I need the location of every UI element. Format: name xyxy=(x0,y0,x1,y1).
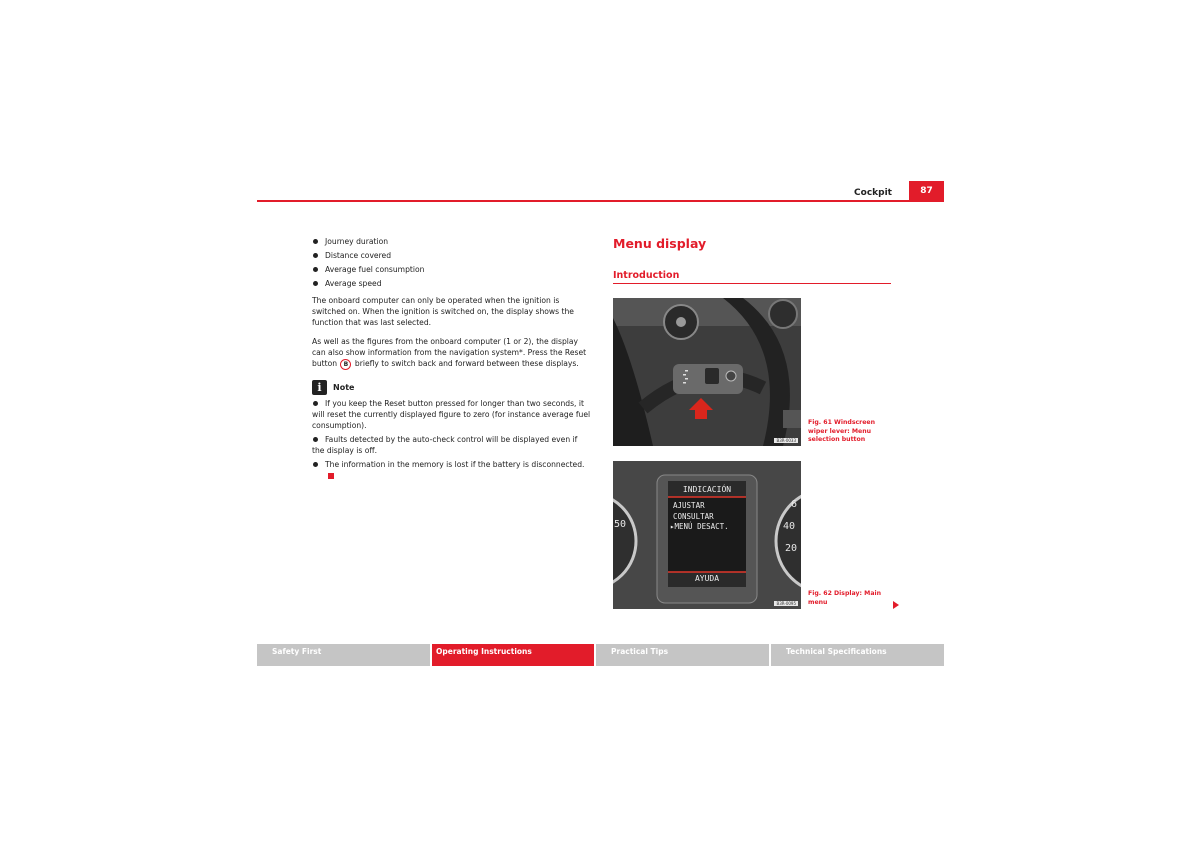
footer-tabs xyxy=(257,644,944,666)
page-number: 87 xyxy=(909,181,944,201)
section-end-mark xyxy=(328,473,334,479)
tab-operating-instructions[interactable]: Operating Instructions xyxy=(432,644,596,666)
figure-caption: Fig. 61 Windscreen wiper lever: Menu selection button xyxy=(808,419,876,443)
paragraph-navigation xyxy=(312,336,592,370)
note-item-text: The information in the memory is lost if the battery is disconnected. xyxy=(325,459,585,469)
paragraph-onboard-computer: The onboard computer can only be operated when the ignition is switched on. When the ignition is switched on, the display shows the function that was last selected. xyxy=(312,296,574,327)
note-header xyxy=(312,380,592,395)
gauge-left-label: 50 xyxy=(614,519,627,530)
subsection-heading: Introduction xyxy=(613,270,891,284)
note-item: If you keep the Reset button pressed for longer than two seconds, it will reset the currently displayed figure to zero (for instance average fuel consumption). xyxy=(312,398,591,430)
menu-item: CONSULTAR xyxy=(673,511,714,521)
reset-button-key-icon: B xyxy=(340,359,351,370)
display-photo xyxy=(613,461,801,609)
left-column xyxy=(312,236,592,484)
list-item: Average speed xyxy=(312,278,592,289)
wiper-lever-photo xyxy=(613,298,801,446)
paragraph-navigation-text-end: briefly to switch back and forward between these displays. xyxy=(354,359,579,368)
figure-code: B3R-0095 xyxy=(776,601,796,606)
figure-wiper-lever xyxy=(613,298,801,446)
figure-caption: Fig. 62 Display: Main menu xyxy=(808,590,882,606)
tab-technical-specifications[interactable]: Technical Specifications xyxy=(771,644,944,666)
screen-footer: AYUDA xyxy=(694,574,720,583)
tab-practical-tips[interactable]: Practical Tips xyxy=(596,644,771,666)
continue-arrow-icon xyxy=(893,601,899,609)
list-item: Average fuel consumption xyxy=(312,264,592,275)
note-title: Note xyxy=(333,382,355,392)
paragraph-navigation-text: As well as the figures from the onboard computer (1 or 2), the display can also show information from the navigation system*. Press the Reset button xyxy=(312,337,587,368)
screen-title: INDICACIÓN xyxy=(682,485,732,494)
gauge-right-label: 6 xyxy=(791,499,798,510)
menu-list xyxy=(670,501,729,533)
gauge-right-label: 20 xyxy=(785,543,798,554)
note-item xyxy=(312,459,592,481)
gauge-right-label: 40 xyxy=(783,521,796,532)
right-column xyxy=(613,236,891,284)
list-item: Distance covered xyxy=(312,250,592,261)
list-item: Journey duration xyxy=(312,236,592,247)
note-item: Faults detected by the auto-check control will be displayed even if the display is off. xyxy=(312,434,592,456)
menu-item-selected: ▸MENÚ DESACT. xyxy=(670,522,729,531)
header-rule xyxy=(257,200,944,202)
section-heading: Menu display xyxy=(613,236,707,251)
figure-display-menu xyxy=(613,461,801,609)
running-header-section: Cockpit xyxy=(854,188,892,198)
menu-item: AJUSTAR xyxy=(673,501,705,510)
tab-safety-first[interactable]: Safety First xyxy=(257,644,432,666)
info-icon: i xyxy=(312,380,327,395)
figure-code: B3R-0033 xyxy=(776,438,796,443)
